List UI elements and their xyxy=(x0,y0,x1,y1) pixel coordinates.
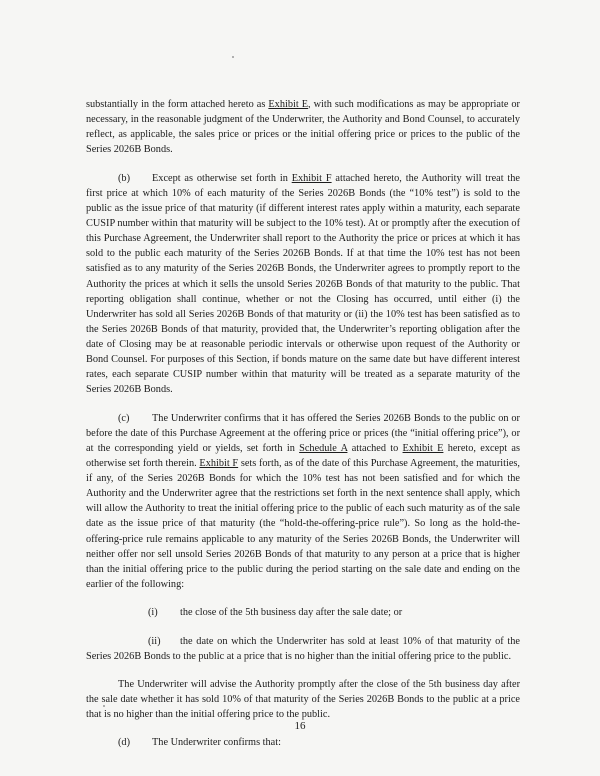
paragraph-continuation xyxy=(86,97,520,157)
list-item-ii xyxy=(86,634,520,664)
page-number: 16 xyxy=(294,720,306,732)
paragraph-advise xyxy=(86,677,520,722)
paragraph-b xyxy=(86,171,520,397)
list-item-label: (ii) xyxy=(148,635,161,647)
paragraph-d xyxy=(86,735,520,750)
exhibit-reference: Exhibit F xyxy=(199,458,239,470)
paragraph-label: (d) xyxy=(118,737,131,749)
text: The Underwriter will advise the Authority promptly after the close of the 5th business day after the sale date whether it has sold 10% of that maturity of the Series 2026B Bonds to the public at a price that is no higher than the initial offering price to the public. xyxy=(86,678,520,720)
text: Except as otherwise set forth in xyxy=(152,172,292,184)
paragraph-label: (c) xyxy=(118,412,130,424)
text: , with such modifications as may be appropriate or necessary, in the reasonable judgment of the Underwriter, the Authority and Bond Counsel, to accurately reflect, as applicable, the sales price or prices or the initial offering price or prices to the public of the Series 2026B Bonds. xyxy=(86,99,520,156)
text: The Underwriter confirms that: xyxy=(152,737,281,749)
paragraph-label: (b) xyxy=(118,172,131,184)
paragraph-c xyxy=(86,411,520,592)
document-body xyxy=(86,97,520,764)
text: sets forth, as of the date of this Purchase Agreement, the maturities, if any, of the Series 2026B Bonds for which the 10% test has not been satisfied and for which the Authority and the Underwriter agree that the restrictions set forth in the next sentence shall apply, which will allow the Authority to treat the initial offering price to the public of each such maturity as of the sale date as the issue price of that maturity (the “hold-the-offering-price rule”). So long as the hold-the-offering-price rule remains applicable to any maturity of the Series 2026B Bonds, the Underwriter will neither offer nor sell unsold Series 2026B Bonds of that maturity to any person at a price that is higher than the initial offering price to the public during the period starting on the sale date and ending on the earlier of the following: xyxy=(86,458,521,590)
text: The Underwriter confirms that it has offered the Series 2026B Bonds to the public on or before the date of this Purchase Agreement at the offering price or prices (the “initial offering price”), or at the corresponding yield or yields, set forth in xyxy=(86,412,520,454)
list-item-label: (i) xyxy=(148,607,158,619)
schedule-reference: Schedule A xyxy=(299,442,348,454)
list-item-text: the date on which the Underwriter has sold at least 10% of that maturity of the Series 2026B Bonds to the public at a price that is no higher than the initial offering price to the public. xyxy=(86,635,520,662)
scan-speck xyxy=(232,56,234,58)
list-item-text: the close of the 5th business day after the sale date; or xyxy=(180,607,403,619)
exhibit-reference: Exhibit E xyxy=(402,442,444,454)
text: attached to xyxy=(347,442,403,454)
text: hereto, except as otherwise set forth therein. xyxy=(86,442,520,470)
exhibit-reference: Exhibit E xyxy=(268,99,308,110)
text: attached hereto, the Authority will treat the first price at which 10% of each maturity of the Series 2026B Bonds (the “10% test”) is sold to the public as the issue price of that maturity (if different interest rates apply within a maturity, each separate CUSIP number within that maturity will be subject to the 10% test). At or promptly after the execution of this Purchase Agreement, the Underwriter shall report to the Authority the price or prices at which it has sold to the public each maturity of the Series 2026B Bonds. If at that time the 10% test has not been satisfied as to any maturity of the Series 2026B Bonds, the Underwriter agrees to promptly report to the Authority the prices at which it sells the unsold Series 2026B Bonds of that maturity to the public. That reporting obligation shall continue, whether or not the Closing has occurred, until either (i) the Underwriter has sold all Series 2026B Bonds of that maturity or (ii) the 10% test has been satisfied as to the Series 2026B Bonds of that maturity, provided that, the Underwriter’s reporting obligation after the date of Closing may be at reasonable periodic intervals or otherwise upon request of the Authority or Bond Counsel. For purposes of this Section, if bonds mature on the same date but have different interest rates, each separate CUSIP number within that maturity will be treated as a separate maturity of the Series 2026B Bonds. xyxy=(86,172,521,396)
text: substantially in the form attached hereto as xyxy=(86,99,269,110)
exhibit-reference: Exhibit F xyxy=(291,172,332,184)
list-item-i xyxy=(86,605,520,620)
